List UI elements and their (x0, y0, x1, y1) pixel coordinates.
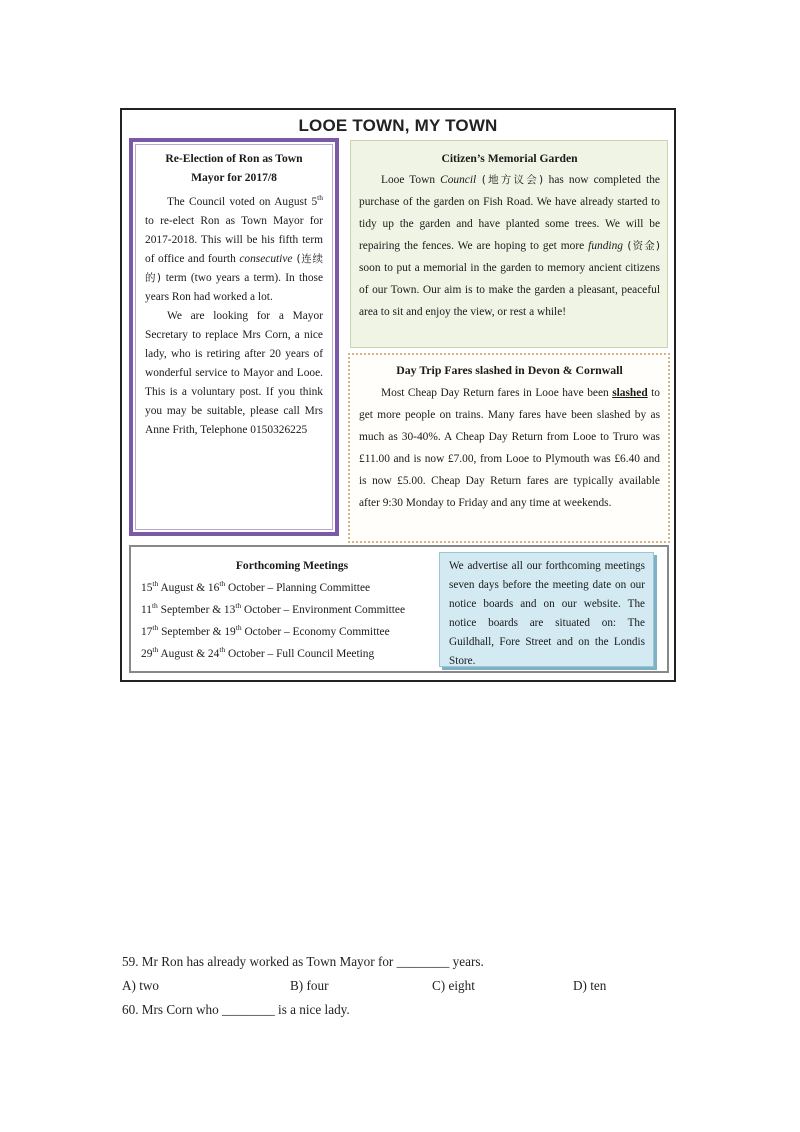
meeting-month: October – (225, 582, 277, 594)
memorial-garden-article (350, 140, 668, 348)
fares-paragraph (359, 382, 660, 514)
garden-italic-funding: funding (588, 240, 623, 252)
meeting-sup-1: th (152, 579, 159, 589)
fares-heading: Day Trip Fares slashed in Devon & Cornwall (396, 363, 623, 377)
meeting-date-1: 11 (141, 604, 152, 616)
meeting-date-2: September & 19 (158, 626, 236, 638)
fares-slashed-word: slashed (612, 387, 648, 399)
garden-heading: Citizen’s Memorial Garden (441, 152, 578, 165)
option-c: C) eight (432, 978, 475, 993)
meetings-heading: Forthcoming Meetings (235, 559, 349, 572)
meeting-sup-2: th (219, 579, 226, 589)
ron-p1-text-a: The Council voted on August 5 (167, 195, 318, 208)
garden-paragraph (359, 169, 660, 323)
ron-p1-text-c: term (two years a term). In those years Ron had worked a lot. (145, 271, 324, 303)
ron-p1-sup: th (317, 193, 323, 202)
ron-heading-line1: Re-Election of Ron as Town (165, 152, 303, 165)
garden-text-b: has now completed the purchase of the garden on Fish Road. We have already started to tidy up the garden and have planted some trees. We will be repairing the fences. We are hoping to get more (359, 174, 660, 252)
meeting-name: Planning Committee (276, 582, 371, 594)
meeting-row (141, 599, 443, 621)
meeting-sup-2: th (235, 623, 242, 633)
ron-heading-line2: Mayor for 2017/8 (191, 171, 277, 184)
meeting-date-1: 17 (141, 626, 153, 638)
meeting-sup-2: th (219, 645, 226, 655)
meeting-sup-2: th (235, 601, 242, 611)
ron-paragraph-1 (145, 188, 323, 307)
option-a: A) two (122, 978, 159, 993)
meeting-sup-1: th (151, 601, 158, 611)
meeting-month: October – (241, 604, 293, 616)
garden-text-c: soon to put a memorial in the garden to memory ancient citizens of our Town. Our aim is to make the garden a pleasant, peaceful area to sit and enjoy the view, or rest a while! (359, 262, 660, 318)
question-60: 60. Mrs Corn who ________ is a nice lady. (122, 1002, 350, 1017)
meeting-date-1: 29 (141, 648, 153, 660)
garden-chinese-2: (资金) (622, 240, 661, 252)
question-59-options (122, 974, 682, 998)
fares-text-b: to get more people on trains. Many fares have been slashed by as much as 30-40%. A Cheap Day Return from Looe to Truro was £11.00 and is now £7.00, from Looe to Plymouth was £6.40 and is now £5.00. Cheap Day Return fares are typically available after 9:30 Monday to Friday and any time at weekends. (359, 387, 660, 509)
fares-text-a: Most Cheap Day Return fares in Looe have been (381, 387, 613, 399)
meetings-list (141, 555, 443, 665)
ron-p1-text-b: to re-elect Ron as Town Mayor for 2017-2018. This will be his fifth term of office and fourth (145, 214, 323, 265)
garden-text-a: Looe Town (381, 174, 441, 186)
poster-title: LOOE TOWN, MY TOWN (298, 116, 498, 135)
ron-p1-italic: consecutive (239, 252, 293, 265)
ron-reelection-article (129, 138, 339, 536)
meeting-date-1: 15 (141, 582, 153, 594)
meetings-advert: We advertise all our forthcoming meetings seven days before the meeting date on our notice boards and on our website. The notice boards are situated on: The Guildhall, Fore Street and on the Londis Store. (439, 552, 654, 667)
meeting-name: Economy Committee (292, 626, 390, 638)
fares-article (348, 353, 670, 543)
meeting-date-2: September & 13 (157, 604, 236, 616)
questions-section (122, 950, 682, 1022)
meeting-row (141, 643, 443, 665)
meeting-date-2: August & 16 (158, 582, 220, 594)
meeting-sup-1: th (152, 623, 159, 633)
meetings-section (129, 545, 669, 673)
meeting-row (141, 577, 443, 599)
ron-paragraph-2: We are looking for a Mayor Secretary to replace Mrs Corn, a nice lady, who is retiring after 20 years of wonderful service to Mayor and Looe. This is a voluntary post. If you think you may be suitable, please call Mrs Anne Frith, Telephone 0150326225 (145, 309, 323, 436)
garden-italic-council: Council (440, 174, 477, 186)
meeting-month: October – (241, 626, 293, 638)
option-d: D) ten (573, 978, 607, 993)
garden-chinese-1: (地方议会) (476, 174, 549, 186)
option-b: B) four (290, 978, 329, 993)
meeting-date-2: August & 24 (158, 648, 220, 660)
meeting-name: Environment Committee (292, 604, 406, 616)
meeting-name: Full Council Meeting (276, 648, 375, 660)
meeting-sup-1: th (152, 645, 159, 655)
meeting-month: October – (225, 648, 277, 660)
newsletter-poster (120, 108, 676, 682)
meeting-row (141, 621, 443, 643)
question-59: 59. Mr Ron has already worked as Town Mayor for ________ years. (122, 954, 484, 969)
ron-p1-chinese: (连续的) (145, 252, 324, 284)
ron-heading (145, 149, 323, 187)
